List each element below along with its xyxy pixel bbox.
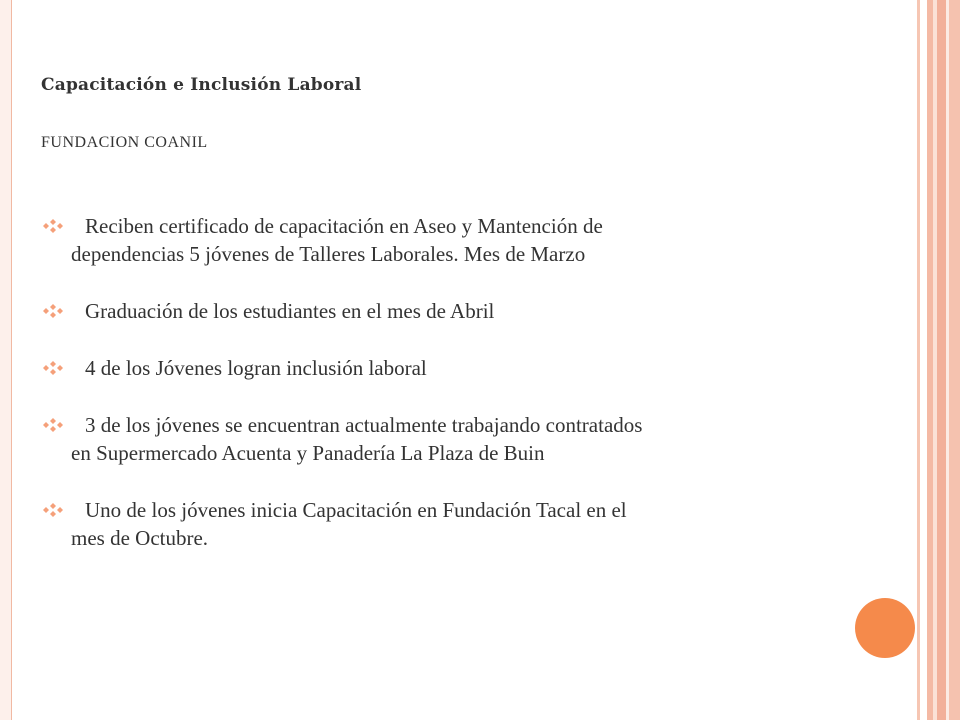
bullet-text-line: Reciben certificado de capacitación en Aseo y Mantención de <box>85 214 603 238</box>
diamond-bullet-icon <box>42 219 64 233</box>
bullet-item <box>40 354 840 382</box>
bullet-text-line: dependencias 5 jóvenes de Talleres Laborales. Mes de Marzo <box>71 242 586 266</box>
bullet-item <box>40 411 840 467</box>
bullet-list <box>40 212 840 581</box>
diamond-bullet-icon <box>42 503 64 517</box>
slide-subtitle: FUNDACION COANIL <box>41 134 208 151</box>
bullet-text-line: Uno de los jóvenes inicia Capacitación en Fundación Tacal en el <box>85 498 627 522</box>
decorative-stripe <box>920 0 927 720</box>
decorative-stripe <box>949 0 960 720</box>
bullet-text-line: mes de Octubre. <box>71 526 209 550</box>
bullet-item <box>40 297 840 325</box>
bullet-text-line: 3 de los jóvenes se encuentran actualmente trabajando contratados <box>85 413 643 437</box>
diamond-bullet-icon <box>42 304 64 318</box>
left-border <box>0 0 12 720</box>
bullet-item <box>40 212 840 268</box>
diamond-bullet-icon <box>42 361 64 375</box>
bullet-text-line: 4 de los Jóvenes logran inclusión laboral <box>85 356 427 380</box>
diamond-bullet-icon <box>42 418 64 432</box>
bullet-text-line: en Supermercado Acuenta y Panadería La Plaza de Buin <box>71 441 545 465</box>
decorative-circle <box>855 598 915 658</box>
slide-title: Capacitación e Inclusión Laboral <box>41 75 362 95</box>
bullet-item <box>40 496 840 552</box>
bullet-text-line: Graduación de los estudiantes en el mes de Abril <box>85 299 495 323</box>
decorative-stripe <box>937 0 946 720</box>
